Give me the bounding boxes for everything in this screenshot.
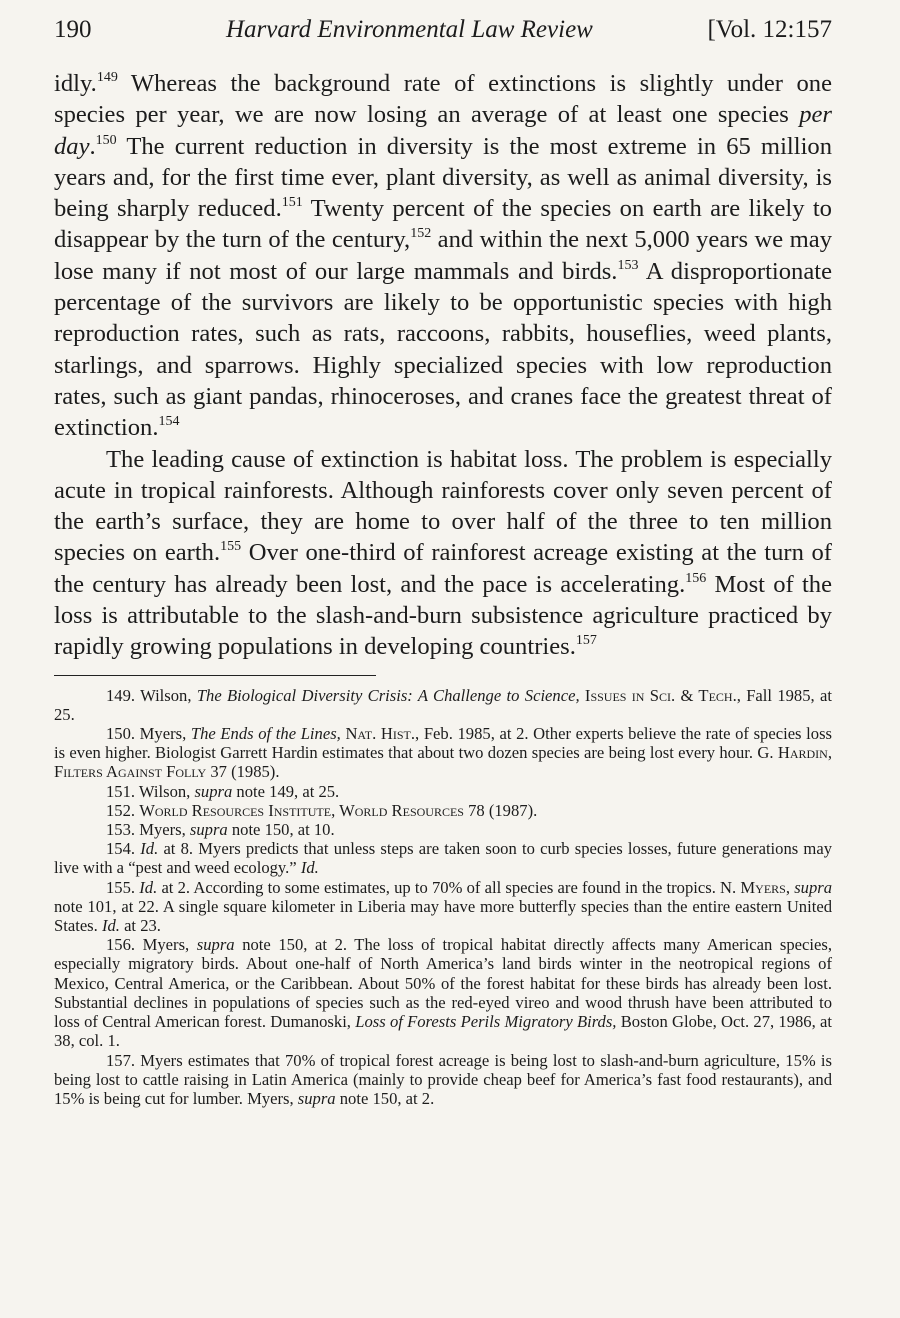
- footnote-ref-152[interactable]: 152: [410, 226, 432, 242]
- footnote-ref-156[interactable]: 156: [685, 570, 707, 586]
- text-run: 151. Wilson,: [106, 781, 195, 801]
- text-run: note 150, at 10.: [227, 820, 335, 840]
- text-run: 157. Myers estimates that 70% of tropical forest acreage is being lost to slash-and-burn agriculture, 15% is being lost to cattle raising in Latin America (mainly to provide cheap beef for America’s fast food restaurants), and 15% is being cut for lumber. Myers,: [54, 1050, 832, 1108]
- text-run: 149. Wilson,: [106, 685, 197, 705]
- text-run: A disproportionate percentage of the survivors are likely to be opportunistic species with high reproduction rates, such as rats, raccoons, rabbits, houseflies, weed plants, starlings, and sparrows. Highly specialized species with low reproduction rates, such as giant pandas, rhinoceroses, and cranes face the greatest threat of extinction.: [54, 257, 833, 442]
- text-run: , Fall 1985, at 25.: [54, 685, 832, 724]
- supra-signal: supra: [194, 781, 233, 801]
- text-run: .: [89, 132, 96, 160]
- book-citation: World Resources Institute, World Resources: [139, 800, 464, 820]
- running-header: [54, 10, 832, 44]
- footnote-ref-151[interactable]: 151: [281, 195, 303, 211]
- text-run: note 150, at 2. The loss of tropical habitat directly affects many American species, especially migratory birds. About one-half of North America’s land birds winter in the neotropical regions of Mexico, Central America, or the Caribbean. About 50% of the forest habitat for these birds has already been lost. Substantial declines in populations of species such as the red-eyed vireo and wood thrush have been attributed to loss of Central American forest. Dumanoski,: [54, 935, 832, 1032]
- supra-signal: supra: [794, 877, 833, 897]
- footnote-157: [54, 1051, 832, 1109]
- text-run: note 149, at 25.: [232, 781, 340, 801]
- journal-name: Nat. Hist.: [340, 724, 416, 744]
- text-run: idly.: [54, 70, 97, 97]
- text-run: The current reduction in diversity is the most extreme in 65 million years and, for the first time ever, plant diversity, as well as animal diversity, is being sharply reduced.: [54, 132, 832, 223]
- text-run: and within the next 5,000 years we may lose many if not most of our large mammals and birds.: [54, 226, 832, 285]
- text-run: , Feb. 1985, at 2. Other experts believe the rate of species loss is even higher. Biologist Garrett Hardin estimates that about two dozen species are being lost every hour. G.: [54, 724, 832, 763]
- paragraph-1: [54, 68, 832, 444]
- journal-title: Harvard Environmental Law Review: [226, 16, 593, 43]
- emphasis-text: per day: [54, 101, 832, 160]
- main-text: [54, 68, 832, 663]
- text-run: 150. Myers,: [106, 724, 191, 744]
- text-run: 37 (1985).: [206, 762, 280, 782]
- article-title: The Ends of the Lines,: [190, 724, 341, 744]
- text-run: 155.: [106, 877, 140, 897]
- text-run: 152.: [106, 800, 140, 820]
- volume-citation: [Vol. 12:157: [707, 16, 832, 43]
- text-run: 78 (1987).: [463, 800, 538, 820]
- article-title: Loss of Forests Perils Migratory Birds,: [355, 1012, 617, 1032]
- text-run: at 2. According to some estimates, up to 70% of all species are found in the tropics. N.: [157, 877, 741, 897]
- footnote-ref-150[interactable]: 150: [95, 132, 117, 148]
- id-signal: Id.: [300, 858, 319, 878]
- author-name: Myers: [740, 877, 786, 897]
- book-citation: Hardin, Filters Against Folly: [54, 743, 832, 782]
- footnote-ref-153[interactable]: 153: [617, 257, 639, 273]
- footnote-divider: [54, 675, 376, 676]
- footnote-151: [54, 782, 832, 801]
- text-run: Twenty percent of the species on earth are likely to disappear by the turn of the century,: [54, 195, 832, 254]
- text-run: note 101, at 22. A single square kilometer in Liberia may have more butterfly species than the entire eastern United States.: [54, 896, 832, 936]
- footnote-154: [54, 839, 832, 877]
- text-run: 154.: [106, 839, 141, 859]
- footnote-152: [54, 801, 832, 820]
- supra-signal: supra: [189, 820, 228, 840]
- id-signal: Id.: [101, 916, 120, 936]
- text-run: at 23.: [119, 916, 161, 936]
- text-run: Whereas the background rate of extinctions is slightly under one species per year, we are now losing an average of at least one species: [54, 70, 832, 129]
- footnote-ref-154[interactable]: 154: [158, 414, 180, 430]
- text-run: ,: [785, 877, 795, 897]
- footnote-ref-157[interactable]: 157: [575, 633, 597, 649]
- journal-name: Issues in Sci. & Tech.: [579, 685, 737, 705]
- footnote-150: [54, 724, 832, 782]
- article-title: The Biological Diversity Crisis: A Challenge to Science,: [196, 685, 580, 705]
- footnote-149: [54, 686, 832, 724]
- text-run: The leading cause of extinction is habitat loss. The problem is especially acute in tropical rainforests. Although rainforests cover only seven percent of the earth’s surface, they are home to over half of the three to ten million species on earth.: [54, 445, 832, 567]
- text-run: Over one-third of rainforest acreage existing at the turn of the century has already been lost, and the pace is accelerating.: [54, 539, 832, 598]
- text-run: note 150, at 2.: [335, 1088, 435, 1108]
- paragraph-2: [54, 444, 832, 663]
- footnote-156: [54, 935, 832, 1050]
- footnote-155: [54, 878, 832, 936]
- footnote-153: [54, 820, 832, 839]
- footnote-ref-149[interactable]: 149: [96, 70, 118, 85]
- page-number: 190: [54, 16, 92, 43]
- id-signal: Id.: [140, 839, 159, 859]
- id-signal: Id.: [139, 877, 158, 897]
- footnotes: [54, 686, 832, 1108]
- text-run: 156. Myers,: [106, 935, 197, 955]
- document-page: [54, 10, 832, 1108]
- text-run: Most of the loss is attributable to the slash-and-burn subsistence agriculture practiced by rapidly growing populations in developing countries.: [54, 570, 832, 661]
- text-run: Boston Globe, Oct. 27, 1986, at 38, col. 1.: [54, 1012, 832, 1051]
- text-run: at 8. Myers predicts that unless steps are taken soon to curb species losses, future generations may live with a “pest and weed ecology.”: [54, 839, 832, 878]
- supra-signal: supra: [297, 1088, 336, 1108]
- text-run: 153. Myers,: [106, 820, 190, 840]
- footnote-ref-155[interactable]: 155: [220, 539, 242, 555]
- supra-signal: supra: [196, 935, 235, 955]
